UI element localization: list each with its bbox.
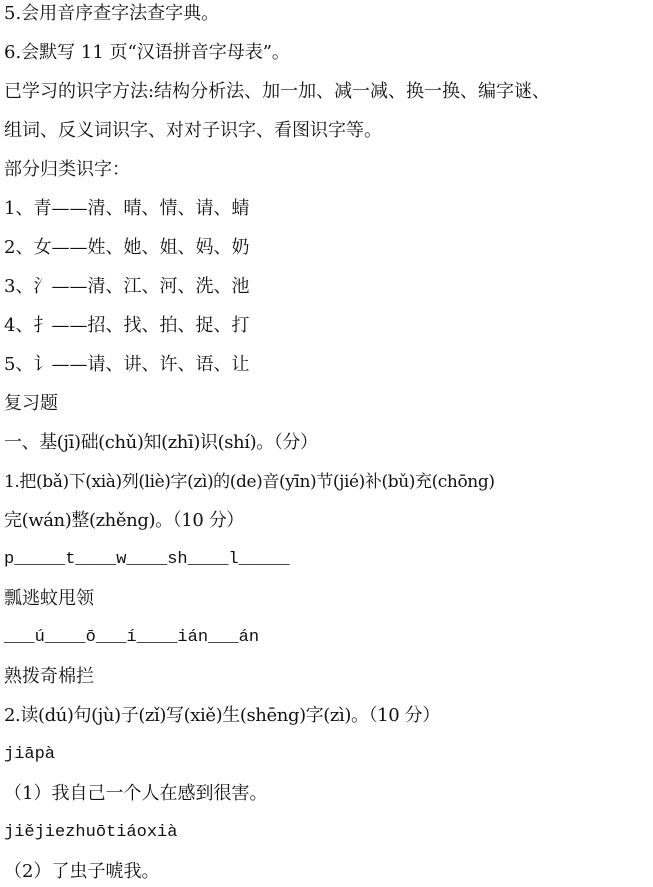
pinyin-line: jiějiezhuōtiáoxià: [4, 823, 178, 842]
question-text: 1.把(bǎ)下(xià)列(liè)字(zì)的(de)音(yīn)节(jié)补(bǔ)充(chōng): [4, 472, 495, 492]
pinyin-line: jiāpà: [4, 745, 56, 764]
character-list: 瓢逃蚊甩领: [4, 588, 94, 609]
text-line: 6.会默写 11 页“汉语拼音字母表”。: [4, 42, 290, 63]
section-heading: 复习题: [4, 393, 58, 414]
pinyin-blanks: ___ú____ō___í____ián___án: [4, 628, 260, 647]
character-list: 熟拨奇棉拦: [4, 666, 94, 687]
section-heading: 部分归类识字：: [4, 159, 130, 180]
list-item: 2、女——姓、她、姐、妈、奶: [4, 237, 250, 258]
sentence-line: （2）了虫子唬我。: [4, 861, 160, 882]
list-item: 5、讠——请、讲、许、语、让: [4, 354, 250, 375]
question-text: 完(wán)整(zhěng)。（10 分）: [4, 510, 244, 531]
list-item: 4、扌——招、找、拍、捉、打: [4, 315, 250, 336]
worksheet-document: [4, 0, 649, 887]
text-line: 组词、反义词识字、对对子识字、看图识字等。: [4, 120, 382, 141]
sentence-line: （1）我自己一个人在感到很害。: [4, 783, 268, 804]
text-line: 5.会用音序查字法查字典。: [4, 3, 220, 24]
list-item: 3、氵——清、江、河、洗、池: [4, 276, 250, 297]
list-item: 1、青——清、晴、情、请、蜻: [4, 198, 250, 219]
pinyin-blanks: p_____t____w____sh____l_____: [4, 550, 290, 569]
question-text: 2.读(dú)句(jù)子(zǐ)写(xiě)生(shēng)字(zì)。（10 分）: [4, 705, 440, 726]
text-line: 已学习的识字方法:结构分析法、加一加、减一减、换一换、编字谜、: [4, 81, 551, 102]
question-heading: 一、基(jī)础(chǔ)知(zhī)识(shí)。（分）: [4, 432, 318, 453]
